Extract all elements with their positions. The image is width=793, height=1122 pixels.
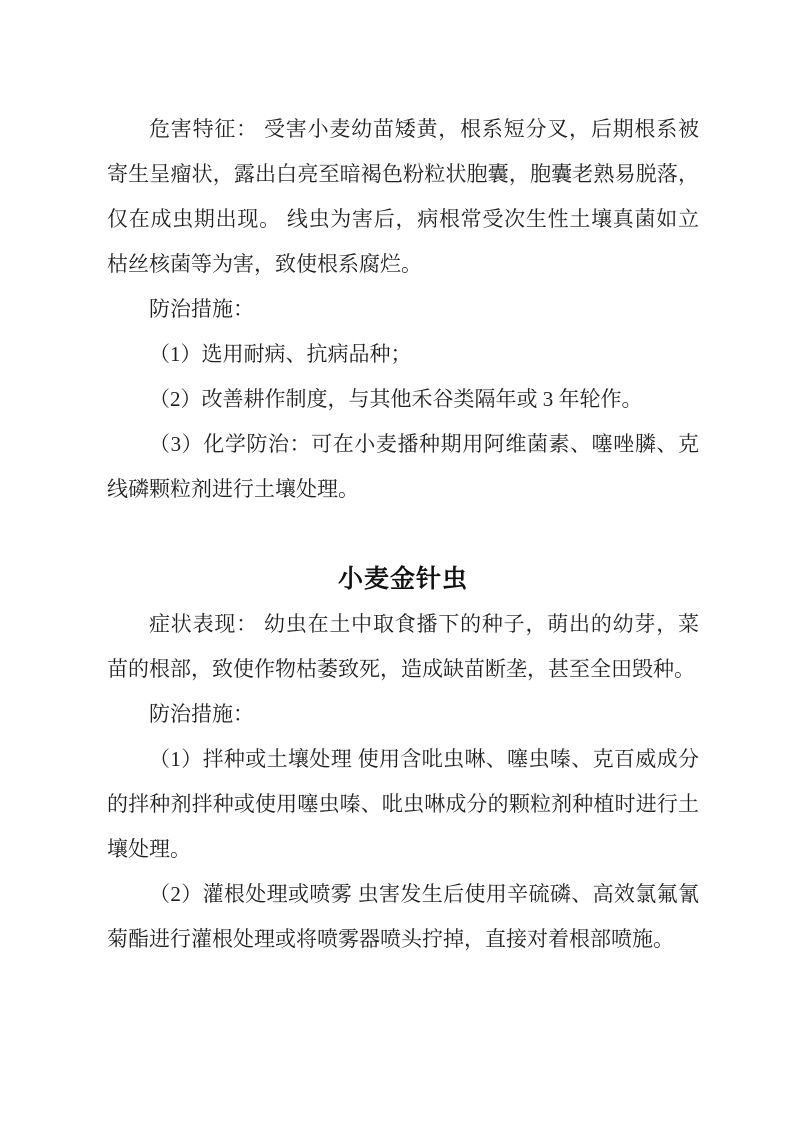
paragraph-measure-2-1: （1）拌种或土壤处理 使用含吡虫啉、噻虫嗪、克百威成分的拌种剂拌种或使用噻虫嗪、吡虫啉成分的颗粒剂种植时进行土壤处理。 xyxy=(107,747,699,861)
paragraph-measure-2-2: （2）灌根处理或喷雾 虫害发生后使用辛硫磷、高效氯氟氰菊酯进行灌根处理或将喷雾器喷头拧掉，直接对着根部喷施。 xyxy=(107,882,699,951)
paragraph-symptoms: 症状表现： 幼虫在土中取食播下的种子，萌出的幼芽，菜苗的根部，致使作物枯萎致死，造成缺苗断垄，甚至全田毁种。 xyxy=(107,612,699,681)
paragraph-measure-1-1: （1）选用耐病、抗病品种； xyxy=(149,342,412,366)
paragraph-control-measures-label-1: 防治措施： xyxy=(149,297,254,321)
paragraph-damage-features: 危害特征： 受害小麦幼苗矮黄，根系短分叉，后期根系被寄生呈瘤状，露出白亮至暗褐色粉粒状胞囊，胞囊老熟易脱落，仅在成虫期出现。 线虫为害后，病根常受次生性土壤真菌如立枯丝核菌等为害，致使根系腐烂。 xyxy=(107,117,699,276)
section-heading-wheat-wireworm: 小麦金针虫 xyxy=(337,565,468,593)
document-body xyxy=(107,107,699,962)
paragraph-control-measures-label-2: 防治措施： xyxy=(149,702,254,726)
paragraph-measure-1-2: （2）改善耕作制度，与其他禾谷类隔年或 3 年轮作。 xyxy=(149,387,643,411)
paragraph-measure-1-3: （3）化学防治：可在小麦播种期用阿维菌素、噻唑膦、克线磷颗粒剂进行土壤处理。 xyxy=(107,432,699,501)
